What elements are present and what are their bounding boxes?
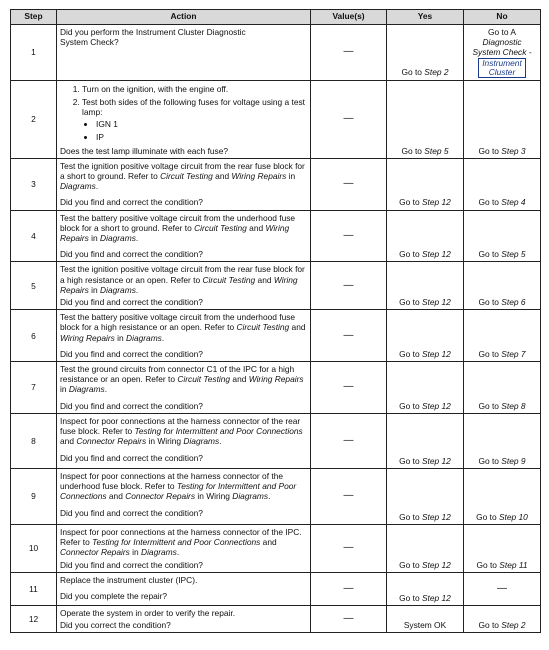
no-cell [464,25,541,81]
action-cell [57,158,311,210]
table-row [11,25,541,81]
action-question: Did you find and correct the condition? [60,559,203,570]
header-action: Action [57,10,311,25]
value-cell: — [311,413,387,468]
value-cell: — [311,210,387,262]
yes-cell[interactable]: Go to Step 12 [387,362,464,414]
action-cell [57,262,311,310]
action-text: Replace the instrument cluster (IPC). [60,574,198,585]
action-cell [57,468,311,524]
value-cell: — [311,362,387,414]
step-number: 1 [11,25,57,81]
table-row [11,210,541,262]
action-question: Did you find and correct the condition? [60,452,203,463]
header-values: Value(s) [311,10,387,25]
value-cell: — [311,80,387,158]
step-number: 5 [11,262,57,310]
list-item: 2. Test both sides of the following fuses for voltage using a test lamp: • IGN 1 • IP [82,97,307,143]
action-cell [57,605,311,632]
value-cell: — [311,310,387,362]
no-cell[interactable]: Go to Step 4 [464,158,541,210]
no-text: Go to A [488,27,516,37]
action-question: Did you correct the condition? [60,619,171,630]
value-cell: — [311,524,387,572]
action-text: Inspect for poor connections at the harness connector of the underhood fuse block. Refer to Testing for Intermittent and Poor Connections and Connector Repairs in Wiring Diagrams. [60,470,297,502]
yes-cell[interactable]: Go to Step 5 [387,80,464,158]
fuse-item: • IGN 1 [96,119,307,129]
yes-cell[interactable]: Go to Step 12 [387,210,464,262]
action-question: Did you find and correct the condition? [60,348,203,359]
action-question: Does the test lamp illuminate with each fuse? [60,145,229,156]
no-cell[interactable]: Go to Step 11 [464,524,541,572]
yes-cell[interactable]: Go to Step 12 [387,413,464,468]
diagnostic-table [10,9,541,633]
value-cell: — [311,158,387,210]
action-text: System Check? [60,37,119,48]
header-step: Step [11,10,57,25]
step-number: 4 [11,210,57,262]
yes-cell[interactable]: Go to Step 12 [387,310,464,362]
no-cell[interactable]: Go to Step 3 [464,80,541,158]
table-row [11,158,541,210]
no-cell[interactable]: Go to Step 9 [464,413,541,468]
table-row [11,413,541,468]
step-number: 3 [11,158,57,210]
no-text: System Check - [472,47,532,58]
action-text: Inspect for poor connections at the harness connector of the rear fuse block. Refer to Testing for Intermittent and Poor Connections and Connector Repairs in Wiring Diagrams. [60,415,303,447]
table-row [11,524,541,572]
no-cell[interactable]: Go to Step 8 [464,362,541,414]
action-cell [57,413,311,468]
action-question: Did you find and correct the condition? [60,507,203,518]
fuse-item: • IP [96,132,307,142]
yes-cell[interactable]: Go to Step 2 [387,25,464,81]
yes-cell[interactable]: Go to Step 12 [387,468,464,524]
action-text: Inspect for poor connections at the harness connector of the IPC. Refer to Testing for Intermittent and Poor Connections and Connector Repairs in Diagrams. [60,526,302,558]
value-cell: — [311,25,387,81]
step-number: 10 [11,524,57,572]
table-row [11,572,541,605]
action-text: Test the ignition positive voltage circuit from the rear fuse block for a short to ground. Refer to Circuit Testing and Wiring Repairs in Diagrams. [60,160,305,192]
action-cell [57,362,311,414]
list-item: 1. Turn on the ignition, with the engine off. [82,84,307,94]
yes-cell[interactable]: Go to Step 12 [387,572,464,605]
action-text: Test the battery positive voltage circuit from the underhood fuse block for a high resistance or an open. Refer to Circuit Testing and Wiring Repairs in Diagrams. [60,312,306,343]
action-text: Operate the system in order to verify the repair. [60,607,236,618]
fuse-list [82,119,307,142]
yes-cell: System OK [387,605,464,632]
action-cell [57,80,311,158]
yes-cell[interactable]: Go to Step 12 [387,524,464,572]
no-text: Diagnostic [482,37,522,48]
no-cell[interactable]: Go to Step 10 [464,468,541,524]
step-number: 12 [11,605,57,632]
value-cell: — [311,468,387,524]
no-cell[interactable]: Go to Step 7 [464,310,541,362]
table-row [11,362,541,414]
step-number: 2 [11,80,57,158]
header-no: No [464,10,541,25]
value-cell: — [311,572,387,605]
action-cell [57,524,311,572]
table-row [11,605,541,632]
action-steps-list [60,84,307,143]
action-question: Did you find and correct the condition? [60,400,203,411]
no-cell[interactable]: Go to Step 5 [464,210,541,262]
action-cell [57,210,311,262]
step-number: 8 [11,413,57,468]
action-text: Test the ignition positive voltage circuit from the rear fuse block for a high resistance or an open. Refer to Circuit Testing and Wiring Repairs in Diagrams. [60,264,305,295]
step-number: 9 [11,468,57,524]
table-row [11,80,541,158]
header-yes: Yes [387,10,464,25]
no-cell[interactable]: Go to Step 6 [464,262,541,310]
no-cell: — [464,572,541,605]
table-row [11,310,541,362]
step-number: 11 [11,572,57,605]
instrument-cluster-link[interactable]: Instrument Cluster [478,58,526,78]
yes-cell[interactable]: Go to Step 12 [387,262,464,310]
action-question: Did you find and correct the condition? [60,249,203,260]
no-cell[interactable]: Go to Step 2 [464,605,541,632]
action-cell [57,572,311,605]
action-text: Test the ground circuits from connector C1 of the IPC for a high resistance or an open. Refer to Circuit Testing and Wiring Repairs in Diagrams. [60,364,304,395]
table-row [11,468,541,524]
step-number: 6 [11,310,57,362]
yes-cell[interactable]: Go to Step 12 [387,158,464,210]
value-cell: — [311,262,387,310]
value-cell: — [311,605,387,632]
action-text: Test the battery positive voltage circuit from the underhood fuse block for a short to ground. Refer to Circuit Testing and Wiring Repairs in Diagrams. [60,212,296,244]
action-question: Did you complete the repair? [60,590,168,601]
action-question: Did you find and correct the condition? [60,297,203,308]
table-row [11,262,541,310]
action-question: Did you find and correct the condition? [60,197,203,208]
step-number: 7 [11,362,57,414]
action-cell [57,25,311,81]
action-cell [57,310,311,362]
table-header-row [11,10,541,25]
diagnostic-table-container [10,9,540,633]
action-text: Did you perform the Instrument Cluster Diagnostic [60,27,246,37]
